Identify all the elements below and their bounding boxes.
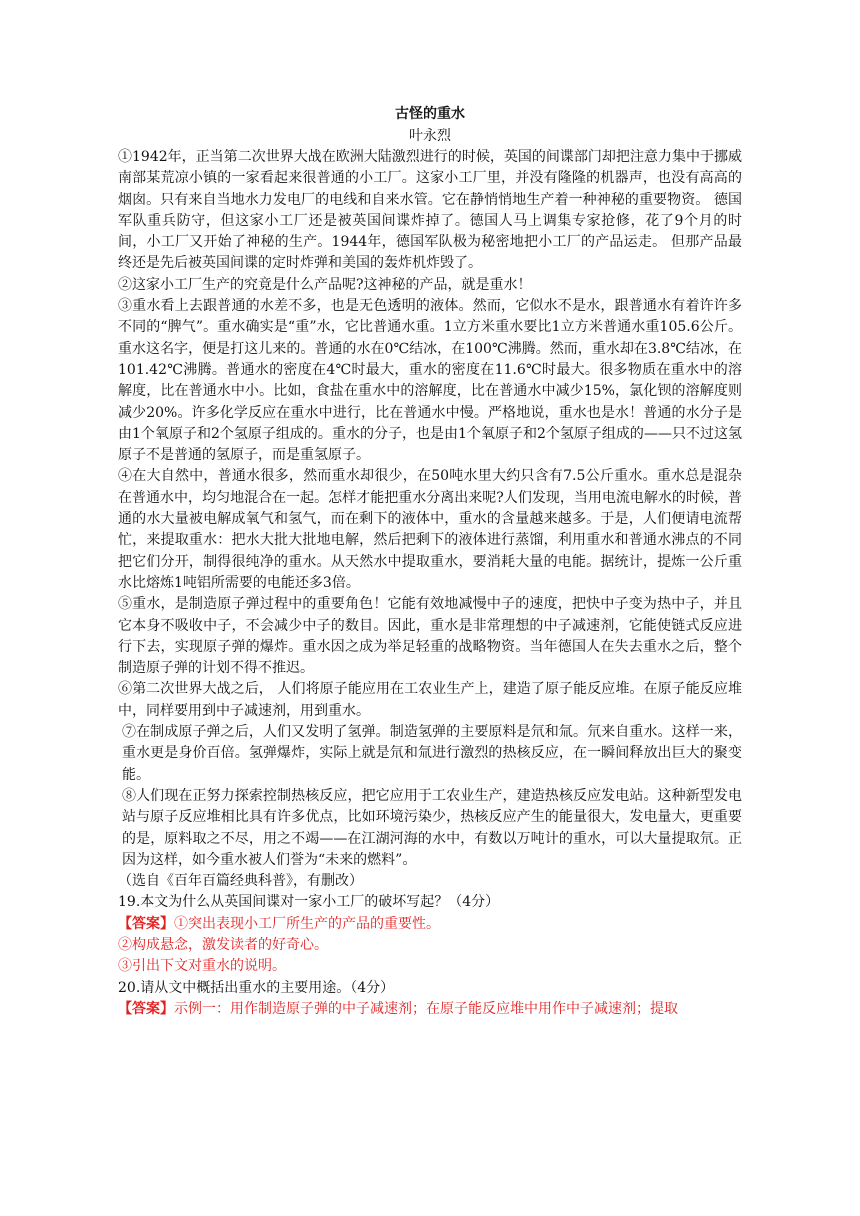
article-author: 叶永烈	[409, 128, 451, 144]
paragraph-4: ④在大自然中，普通水很多，然而重水却很少，在50吨水里大约只含有7.5公斤重水。重水总是混杂在普通水中，均匀地混合在一起。怎样才能把重水分离出来呢?人们发现，当用电流电解水的时候，普通的水大量被电解成氧气和氢气，而在剩下的液体中，重水的含量越来越多。于是，人们便请电流帮忙，来提取重水：把水大批大批地电解，然后把剩下的液体进行蒸馏，利用重水和普通水沸点的不同把它们分开，制得很纯净的重水。从天然水中提取重水，要消耗大量的电能。据统计，提炼一公斤重水比熔炼1吨铝所需要的电能还多3倍。	[118, 468, 742, 591]
paragraph-2: ②这家小工厂生产的究竟是什么产品呢?这神秘的产品，就是重水！	[118, 276, 532, 293]
paragraph-1: ①1942年，正当第二次世界大战在欧洲大陆激烈进行的时候，英国的间谍部门却把注意力集中于挪威南部某荒凉小镇的一家看起来很普通的小工厂。这家小工厂里，并没有隆隆的机器声，也没有高高的烟囱。只有来自当地水力发电厂的电线和自来水管。它在静悄悄地生产着一种神秘的重要物资。 德国军队重兵防守，但这家小工厂还是被英国间谍炸掉了。德国人马上调集专家抢修，花了9个月的时间，小工厂又开始了神秘的生产。1944年，德国军队极为秘密地把小工厂的产品运走。 但那产品最终还是先后被英国间谍的定时炸弹和美国的轰炸机炸毁了。	[118, 149, 742, 272]
answer-19-text-1: ①突出表现小工厂所生产的产品的重要性。	[174, 915, 440, 932]
answer-20-tag: 【答案】	[118, 1000, 174, 1017]
answer-20-line-1	[118, 999, 742, 1020]
answer-19-tag: 【答案】	[118, 915, 174, 932]
document-page	[118, 104, 742, 1020]
answer-19-line-3: ③引出下文对重水的说明。	[118, 958, 286, 975]
paragraph-5: ⑤重水，是制造原子弹过程中的重要角色！它能有效地减慢中子的速度，把快中子变为热中子，并且它本身不吸收中子，不会减少中子的数目。因此，重水是非常理想的中子减速剂，它能使链式反应进行下去，实现原子弹的爆炸。重水因之成为举足轻重的战略物资。当年德国人在失去重水之后，整个制造原子弹的计划不得不推迟。	[118, 596, 742, 677]
paragraph-6: ⑥第二次世界大战之后， 人们将原子能应用在工农业生产上，建造了原子能反应堆。在原子能反应堆中，同样要用到中子减速剂，用到重水。	[118, 681, 742, 719]
source-note: （选自《百年百篇经典科普》，有删改）	[118, 873, 363, 890]
question-19: 19.本文为什么从英国间谍对一家小工厂的破坏写起？（4分）	[118, 894, 500, 911]
answer-19-line-1	[118, 914, 742, 935]
paragraph-3: ③重水看上去跟普通的水差不多，也是无色透明的液体。然而，它似水不是水，跟普通水有着许许多不同的“脾气”。重水确实是“重”水，它比普通水重。1立方米重水要比1立方米普通水重105.6公斤。重水这名字，便是打这儿来的。普通的水在0℃结冰，在100℃沸腾。然而，重水却在3.8℃结冰，在101.42℃沸腾。普通水的密度在4℃时最大，重水的密度在11.6℃时最大。很多物质在重水中的溶解度，比在普通水中小。比如，食盐在重水中的溶解度，比在普通水中减少15%，氯化钡的溶解度则减少20%。许多化学反应在重水中进行，比在普通水中慢。严格地说，重水也是水！普通的水分子是由1个氧原子和2个氢原子组成的。重水的分子，也是由1个氧原子和2个氢原子组成的——只不过这氢原子不是普通的氢原子，而是重氢原子。	[118, 298, 742, 464]
answer-19-line-2: ②构成悬念，激发读者的好奇心。	[118, 936, 328, 953]
paragraph-8: ⑧人们现在正努力探索控制热核反应，把它应用于工农业生产，建造热核反应发电站。这种新型发电站与原子反应堆相比具有许多优点，比如环境污染少，热核反应产生的能量很大，发电量大，更重要的是，原料取之不尽，用之不竭——在江湖河海的水中，有数以万吨计的重水，可以大量提取氘。正因为这样，如今重水被人们誉为“未来的燃料”。	[122, 787, 742, 868]
article-title: 古怪的重水	[395, 106, 465, 122]
question-20: 20.请从文中概括出重水的主要用途。（4分）	[118, 979, 395, 996]
paragraph-7: ⑦在制成原子弹之后，人们又发明了氢弹。制造氢弹的主要原料是氘和氚。氘来自重水。这样一来，重水更是身价百倍。氢弹爆炸，实际上就是氘和氚进行激烈的热核反应，在一瞬间释放出巨大的聚变能。	[122, 724, 742, 783]
answer-20-text-1: 示例一：用作制造原子弹的中子减速剂；在原子能反应堆中用作中子减速剂；提取	[174, 1000, 678, 1017]
